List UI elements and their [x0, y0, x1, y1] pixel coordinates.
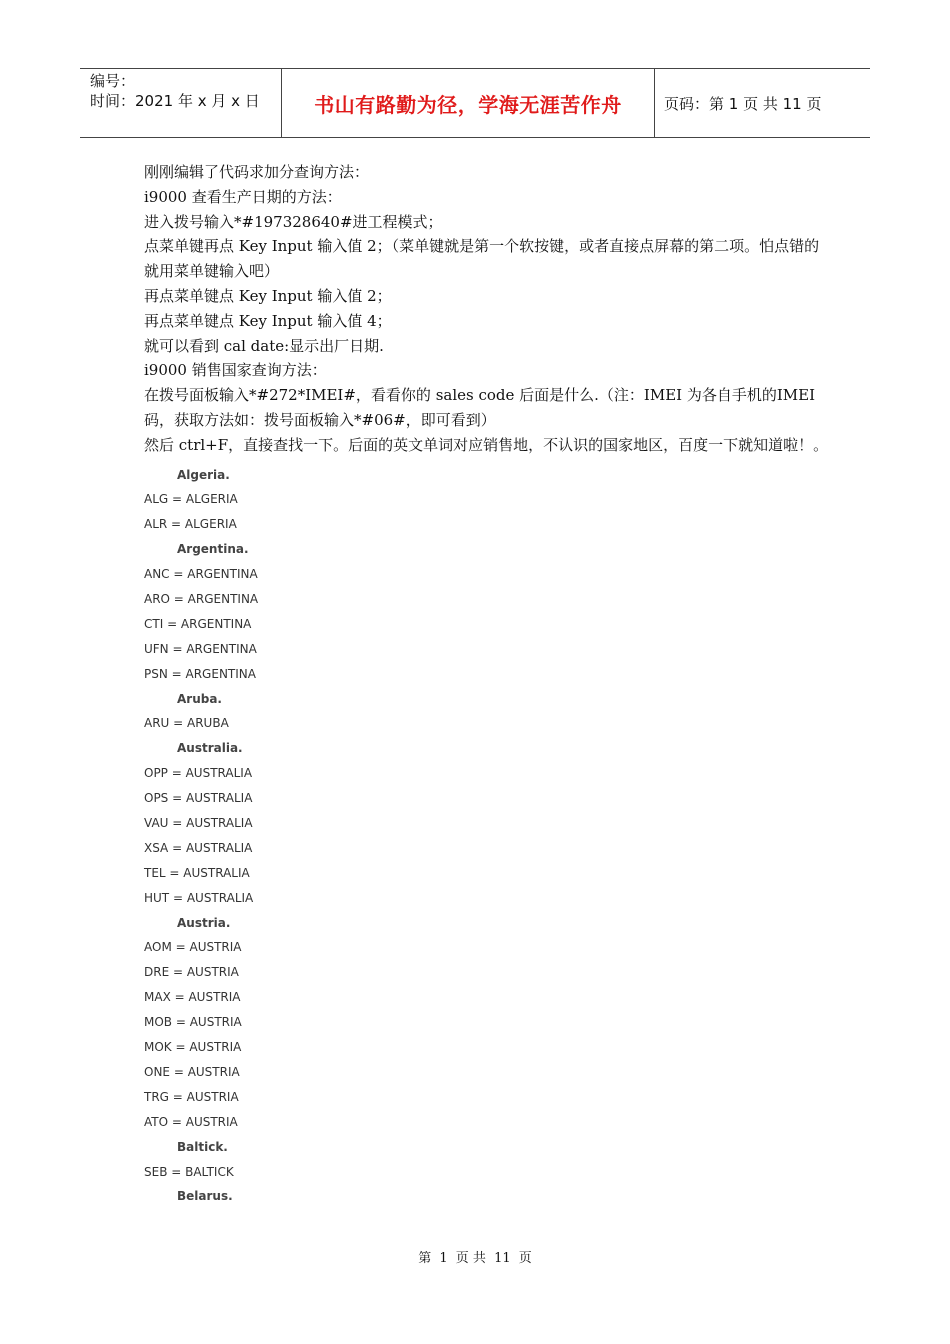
body-paragraph: 刚刚编辑了代码求加分查询方法：: [144, 163, 370, 181]
page-header: [80, 68, 870, 138]
country-heading: Argentina.: [177, 542, 249, 557]
sales-code-entry: XSA = AUSTRALIA: [144, 840, 253, 855]
country-heading: Aruba.: [177, 691, 222, 706]
sales-code-entry: MOB = AUSTRIA: [144, 1015, 242, 1030]
sales-code-entry: ARO = ARGENTINA: [144, 592, 259, 607]
footer-current-page: 1: [439, 1251, 448, 1266]
page-footer: [0, 1247, 950, 1266]
header-meta-cell: [80, 69, 282, 137]
footer-mid: 页 共: [455, 1251, 486, 1266]
country-heading: Belarus.: [177, 1189, 233, 1204]
sales-code-entry: TEL = AUSTRALIA: [144, 865, 250, 880]
sales-code-entry: TRG = AUSTRIA: [144, 1089, 239, 1104]
sales-code-entry: ALR = ALGERIA: [144, 517, 237, 532]
body-paragraph: i9000 销售国家查询方法：: [144, 361, 327, 380]
body-paragraph: 就可以看到 cal date:显示出厂日期.: [144, 336, 384, 355]
sales-code-entry: HUT = AUSTRALIA: [144, 890, 254, 905]
body-paragraph: i9000 查看生产日期的方法：: [144, 187, 342, 206]
body-paragraph: 在拨号面板输入*#272*IMEI#，看看你的 sales code 后面是什么.（注：IMEI 为各自手机的IMEI 码，获取方法如：拨号面板输入*#06#，即可看到）: [144, 386, 816, 429]
document-time-label: 时间：2021 年 x 月 x 日: [90, 92, 260, 110]
country-heading: Australia.: [177, 741, 243, 756]
intro-paragraphs: [144, 160, 834, 458]
sales-code-entry: VAU = AUSTRALIA: [144, 816, 253, 831]
sales-code-entry: ATO = AUSTRIA: [144, 1114, 238, 1129]
sales-code-entry: SEB = BALTICK: [144, 1164, 234, 1179]
footer-prefix: 第: [418, 1251, 432, 1266]
sales-code-entry: DRE = AUSTRIA: [144, 965, 239, 980]
header-page-info: 页码：第 1 页 共 11 页: [664, 94, 822, 113]
sales-code-entry: OPS = AUSTRALIA: [144, 791, 253, 806]
document-number-label: 编号：: [90, 72, 136, 90]
body-paragraph: 进入拨号输入*#197328640#进工程模式；: [144, 212, 443, 231]
footer-total-pages: 11: [494, 1251, 511, 1266]
body-paragraph: 点菜单键再点 Key Input 输入值 2；（菜单键就是第一个软按键，或者直接点屏幕的第二项。怕点错的就用菜单键输入吧）: [144, 237, 820, 281]
sales-code-entry: UFN = ARGENTINA: [144, 641, 257, 656]
country-heading: Austria.: [177, 915, 231, 930]
body-paragraph: 然后 ctrl+F，直接查找一下。后面的英文单词对应销售地，不认识的国家地区，百度一下就知道啦！。: [144, 435, 829, 454]
body-paragraph: 再点菜单键点 Key Input 输入值 2；: [144, 286, 392, 305]
header-motto-cell: [281, 69, 655, 137]
country-heading: Baltick.: [177, 1139, 228, 1154]
sales-code-entry: PSN = ARGENTINA: [144, 666, 256, 681]
footer-suffix: 页: [518, 1251, 532, 1266]
sales-code-entry: ANC = ARGENTINA: [144, 567, 258, 582]
sales-code-entry: MOK = AUSTRIA: [144, 1040, 242, 1055]
sales-code-entry: AOM = AUSTRIA: [144, 940, 242, 955]
header-motto: 书山有路勤为径，学海无涯苦作舟: [314, 92, 622, 117]
sales-code-entry: ONE = AUSTRIA: [144, 1064, 240, 1079]
document-body: [144, 160, 834, 1211]
header-page-cell: [655, 69, 870, 137]
sales-code-entry: OPP = AUSTRALIA: [144, 766, 253, 781]
body-paragraph: 再点菜单键点 Key Input 输入值 4；: [144, 311, 392, 330]
sales-code-entry: ARU = ARUBA: [144, 716, 229, 731]
sales-code-list: [144, 465, 834, 1212]
sales-code-entry: MAX = AUSTRIA: [144, 990, 241, 1005]
sales-code-entry: ALG = ALGERIA: [144, 492, 238, 507]
sales-code-entry: CTI = ARGENTINA: [144, 616, 252, 631]
country-heading: Algeria.: [177, 467, 230, 482]
